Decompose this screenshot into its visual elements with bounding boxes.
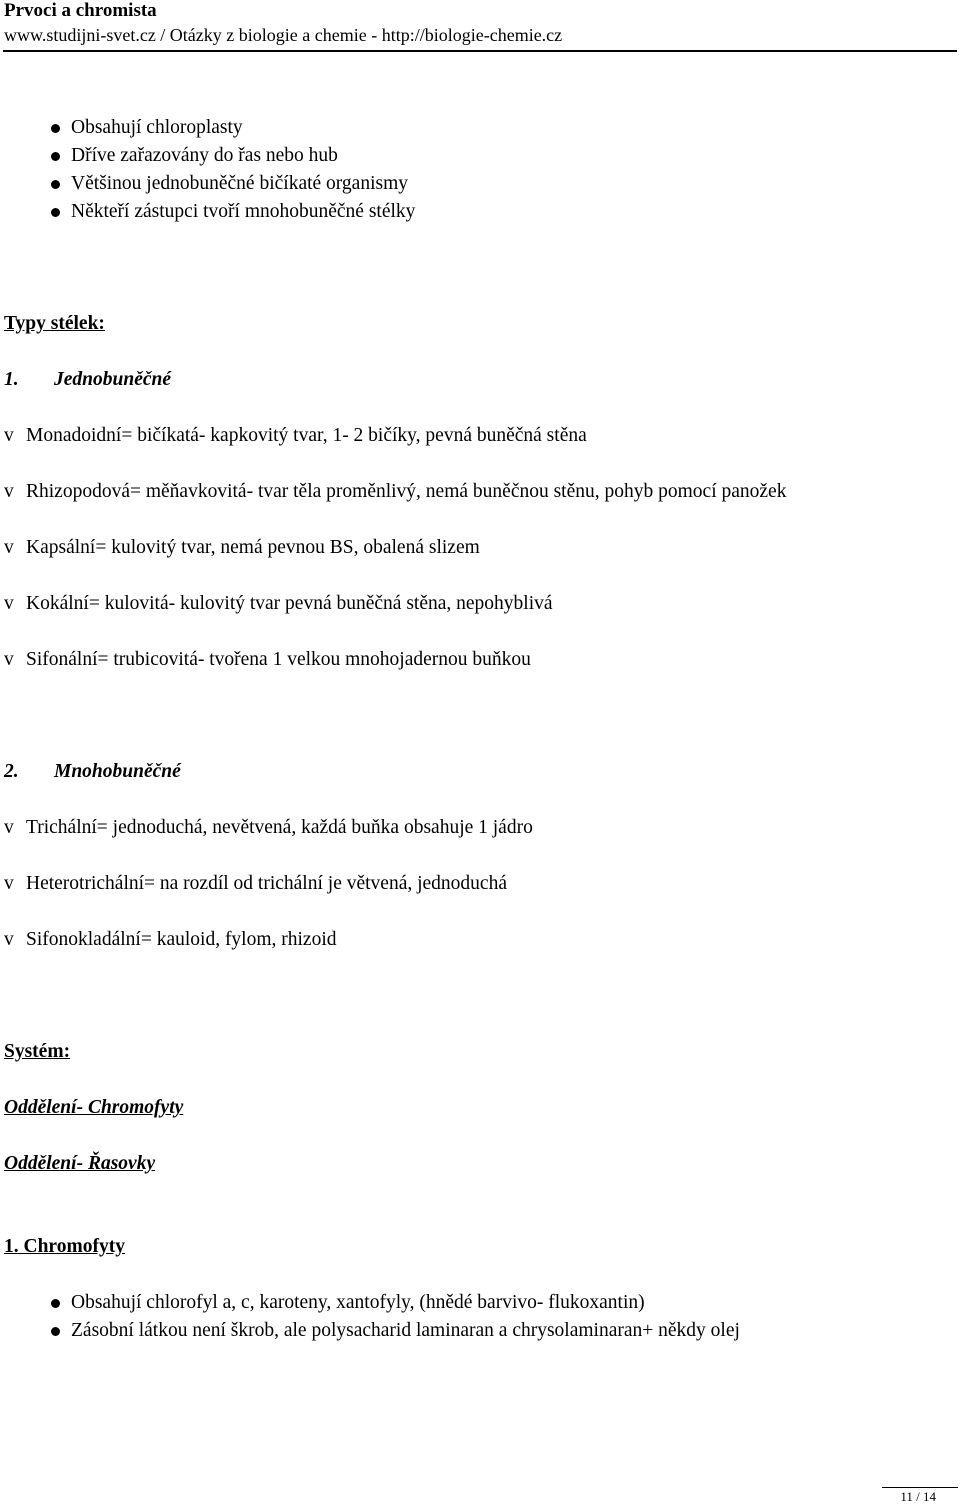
list-item: Někteří zástupci tvoří mnohobuněčné stélky: [0, 198, 415, 226]
section1-item-kokal: v Kokální= kulovitá- kulovitý tvar pevná buněčná stěna, nepohyblivá: [4, 593, 553, 614]
section2-heading: 2. Mnohobuněčné: [4, 761, 181, 782]
list-item: Obsahují chloroplasty: [0, 114, 415, 142]
section1-item-rhizopod: v Rhizopodová= měňavkovitá- tvar těla proměnlivý, nemá buněčnou stěnu, pohyb pomocí panožek: [4, 481, 787, 502]
chromofyty-heading: 1. Chromofyty: [4, 1236, 125, 1257]
list-marker-icon: v: [4, 817, 14, 838]
list-item: Dříve zařazovány do řas nebo hub: [0, 142, 415, 170]
header-divider: [3, 50, 957, 52]
bullet-icon: [51, 1327, 60, 1336]
bullet-icon: [51, 152, 60, 161]
section2-item-sifonokladal: v Sifonokladální= kauloid, fylom, rhizoid: [4, 929, 337, 950]
list-item: Většinou jednobuněčné bičíkaté organismy: [0, 170, 415, 198]
document-source: www.studijni-svet.cz / Otázky z biologie a chemie - http://biologie-chemie.cz: [4, 25, 563, 45]
list-item: Obsahují chlorofyl a, c, karoteny, xantofyly, (hnědé barvivo- flukoxantin): [0, 1289, 740, 1317]
types-heading: Typy stélek:: [4, 313, 105, 334]
list-marker-icon: v: [4, 873, 14, 894]
footer-divider: [882, 1487, 958, 1488]
division-chromofyty: Oddělení- Chromofyty: [4, 1097, 184, 1118]
division-rasovky: Oddělení- Řasovky: [4, 1153, 156, 1174]
bullet-icon: [51, 1299, 60, 1308]
list-marker-icon: v: [4, 537, 14, 558]
chromofyty-bullet-list: [0, 1289, 740, 1345]
bullet-icon: [51, 124, 60, 133]
section1-heading: 1. Jednobuněčné: [4, 369, 171, 390]
bullet-icon: [51, 208, 60, 217]
section1-item-monadoid: v Monadoidní= bičíkatá- kapkovitý tvar, 1- 2 bičíky, pevná buněčná stěna: [4, 425, 587, 446]
list-marker-icon: v: [4, 929, 14, 950]
list-marker-icon: v: [4, 481, 14, 502]
list-marker-icon: v: [4, 425, 14, 446]
list-item: Zásobní látkou není škrob, ale polysacharid laminaran a chrysolaminaran+ někdy olej: [0, 1317, 740, 1345]
section1-item-kapsal: v Kapsální= kulovitý tvar, nemá pevnou BS, obalená slizem: [4, 537, 480, 558]
document-title: Prvoci a chromista: [4, 0, 157, 21]
list-marker-icon: v: [4, 593, 14, 614]
page-number: 11 / 14: [900, 1489, 936, 1504]
list-marker-icon: v: [4, 649, 14, 670]
bullet-icon: [51, 180, 60, 189]
intro-bullet-list: [0, 114, 415, 226]
section2-item-heterotrichal: v Heterotrichální= na rozdíl od trichální je větvená, jednoduchá: [4, 873, 507, 894]
section2-item-trichal: v Trichální= jednoduchá, nevětvená, každá buňka obsahuje 1 jádro: [4, 817, 533, 838]
section1-item-sifonal: v Sifonální= trubicovitá- tvořena 1 velkou mnohojadernou buňkou: [4, 649, 531, 670]
system-heading: Systém:: [4, 1041, 71, 1062]
